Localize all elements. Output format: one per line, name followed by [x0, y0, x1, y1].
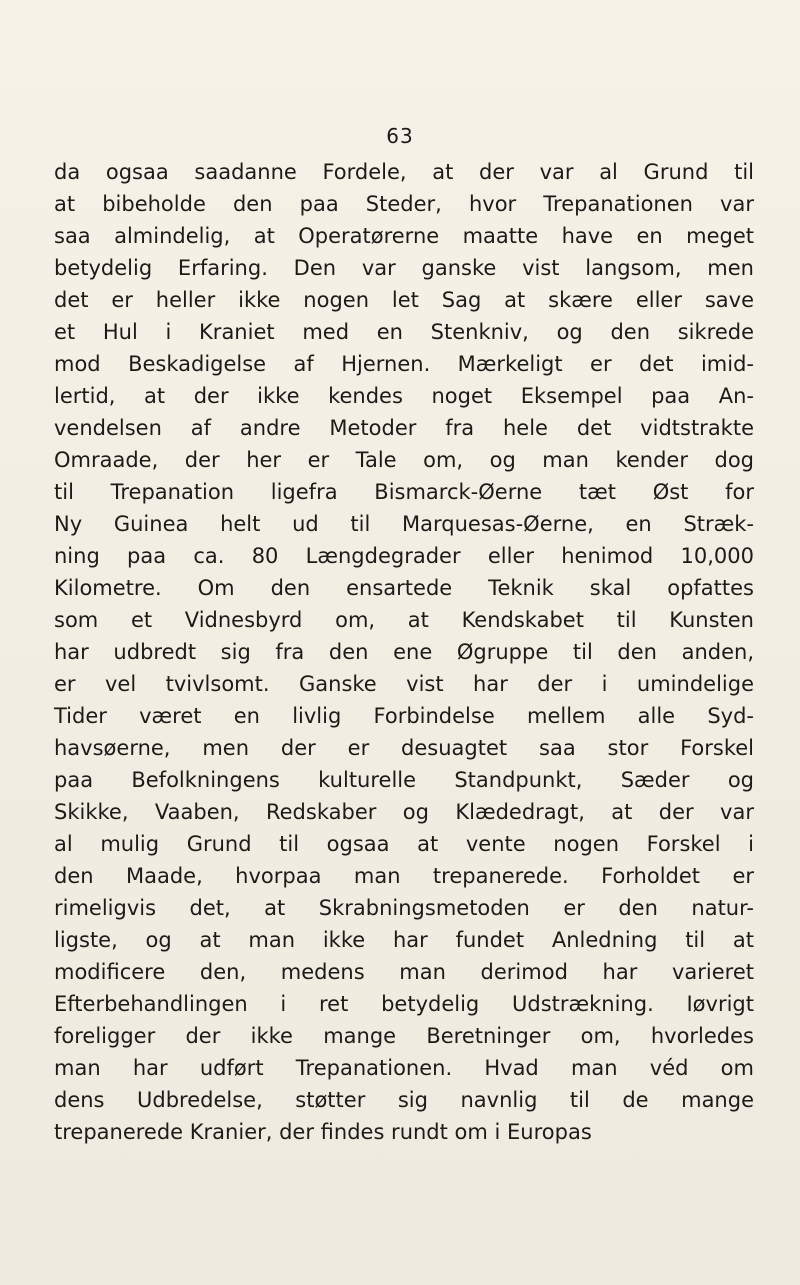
text-line: lertid, at der ikke kendes noget Eksempel paa An- — [54, 384, 754, 408]
text-line: paa Befolkningens kulturelle Standpunkt, Sæder og — [54, 768, 754, 792]
text-line: saa almindelig, at Operatørerne maatte have en meget — [54, 224, 754, 248]
text-line: man har udført Trepanationen. Hvad man véd om — [54, 1056, 754, 1080]
text-line: da ogsaa saadanne Fordele, at der var al Grund til — [54, 160, 754, 184]
text-line: Kilometre. Om den ensartede Teknik skal opfattes — [54, 576, 754, 600]
text-line: vendelsen af andre Metoder fra hele det vidtstrakte — [54, 416, 754, 440]
text-line: al mulig Grund til ogsaa at vente nogen Forskel i — [54, 832, 754, 856]
text-line: modificere den, medens man derimod har varieret — [54, 960, 754, 984]
text-line: Ny Guinea helt ud til Marquesas-Øerne, en Stræk- — [54, 512, 754, 536]
text-line: rimeligvis det, at Skrabningsmetoden er den natur- — [54, 896, 754, 920]
text-line: et Hul i Kraniet med en Stenkniv, og den sikrede — [54, 320, 754, 344]
text-line: ligste, og at man ikke har fundet Anledning til at — [54, 928, 754, 952]
text-line: Efterbehandlingen i ret betydelig Udstrækning. Iøvrigt — [54, 992, 754, 1016]
text-line: havsøerne, men der er desuagtet saa stor Forskel — [54, 736, 754, 760]
body-text — [54, 156, 754, 1148]
text-line: har udbredt sig fra den ene Øgruppe til den anden, — [54, 640, 754, 664]
text-line: foreligger der ikke mange Beretninger om, hvorledes — [54, 1024, 754, 1048]
text-line: ning paa ca. 80 Længdegrader eller henimod 10,000 — [54, 544, 754, 568]
text-line: den Maade, hvorpaa man trepanerede. Forholdet er — [54, 864, 754, 888]
text-line: mod Beskadigelse af Hjernen. Mærkeligt er det imid- — [54, 352, 754, 376]
text-line: trepanerede Kranier, der findes rundt om i Europas — [54, 1120, 592, 1144]
text-line: er vel tvivlsomt. Ganske vist har der i umindelige — [54, 672, 754, 696]
text-line: til Trepanation ligefra Bismarck-Øerne tæt Øst for — [54, 480, 754, 504]
text-line: det er heller ikke nogen let Sag at skære eller save — [54, 288, 754, 312]
text-line: betydelig Erfaring. Den var ganske vist langsom, men — [54, 256, 754, 280]
text-line: dens Udbredelse, støtter sig navnlig til de mange — [54, 1088, 754, 1112]
page-number: 63 — [386, 124, 414, 148]
text-line: at bibeholde den paa Steder, hvor Trepanationen var — [54, 192, 754, 216]
text-line: Tider været en livlig Forbindelse mellem alle Syd- — [54, 704, 754, 728]
text-line: Omraade, der her er Tale om, og man kender dog — [54, 448, 754, 472]
text-line: Skikke, Vaaben, Redskaber og Klædedragt, at der var — [54, 800, 754, 824]
text-line: som et Vidnesbyrd om, at Kendskabet til Kunsten — [54, 608, 754, 632]
